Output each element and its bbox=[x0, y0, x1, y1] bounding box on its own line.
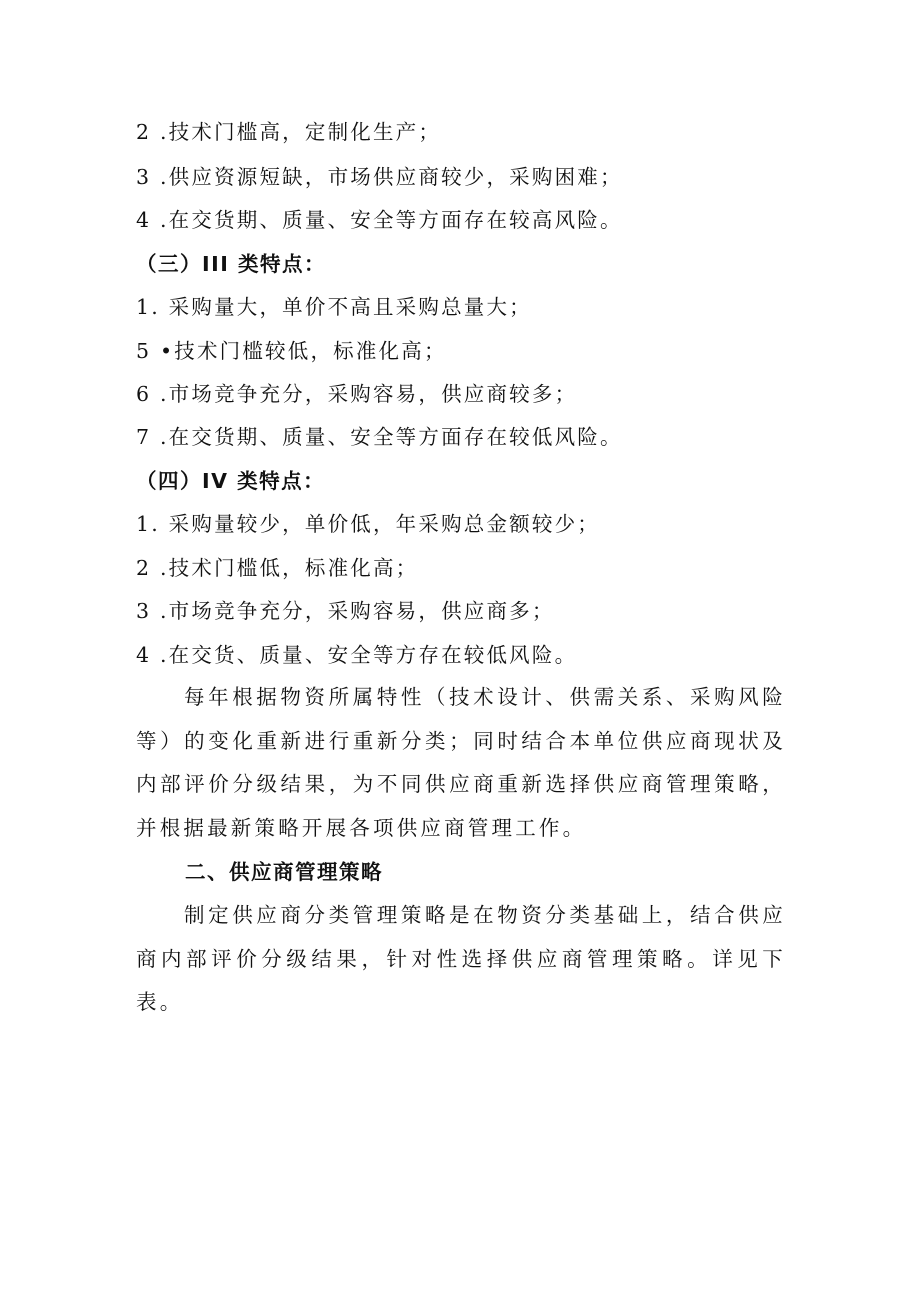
list-item: 2 .技术门槛高，定制化生产； bbox=[136, 120, 442, 144]
list-item: 1. 采购量较少，单价低，年采购总金额较少； bbox=[136, 512, 600, 536]
section-title: 二、供应商管理策略 bbox=[185, 860, 383, 884]
subheading-class-iii: （三）III 类特点： bbox=[136, 252, 327, 276]
list-item: 5 •技术门槛较低，标准化高； bbox=[136, 339, 447, 363]
list-item: 2 .技术门槛低，标准化高； bbox=[136, 556, 419, 580]
list-item: 3 .供应资源短缺，市场供应商较少，采购困难； bbox=[136, 165, 623, 189]
list-item: 4 .在交货、质量、安全等方存在较低风险。 bbox=[136, 643, 578, 667]
list-item: 4 .在交货期、质量、安全等方面存在较高风险。 bbox=[136, 208, 623, 232]
list-item: 3 .市场竞争充分，采购容易，供应商多； bbox=[136, 599, 555, 623]
subheading-class-iv: （四）IV 类特点： bbox=[136, 469, 326, 493]
list-item: 1. 采购量大，单价不高且采购总量大； bbox=[136, 295, 532, 319]
list-item: 6 .市场竞争充分，采购容易，供应商较多； bbox=[136, 382, 578, 406]
paragraph-strategy: 制定供应商分类管理策略是在物资分类基础上，结合供应商内部评价分级结果，针对性选择供应商管理策略。详见下表。 bbox=[136, 903, 786, 1014]
list-item: 7 .在交货期、质量、安全等方面存在较低风险。 bbox=[136, 425, 623, 449]
paragraph-reclassification: 每年根据物资所属特性（技术设计、供需关系、采购风险等）的变化重新进行重新分类；同时结合本单位供应商现状及内部评价分级结果，为不同供应商重新选择供应商管理策略，并根据最新策略开展各项供应商管理工作。 bbox=[136, 685, 786, 840]
